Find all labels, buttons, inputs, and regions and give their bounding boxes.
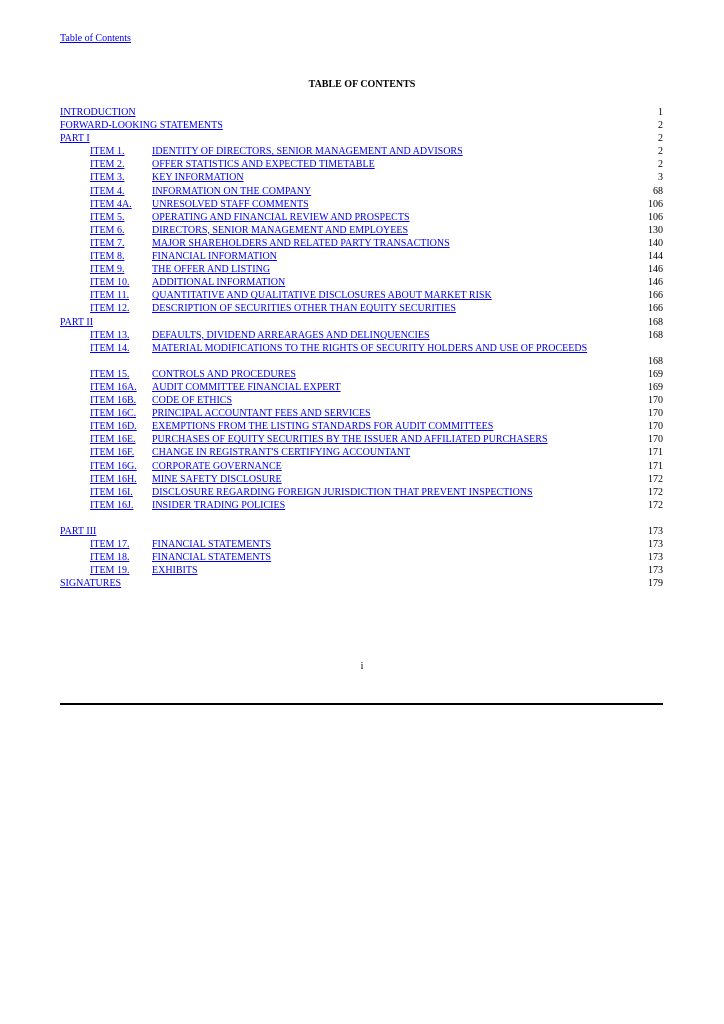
toc-page: 170	[648, 408, 663, 420]
toc-row	[60, 198, 663, 211]
toc-item-title[interactable]: QUANTITATIVE AND QUALITATIVE DISCLOSURES ABOUT MARKET RISK	[152, 290, 492, 302]
toc-item-title[interactable]: ADDITIONAL INFORMATION	[152, 277, 286, 289]
toc-page: 2	[658, 159, 663, 171]
toc-page: 168	[648, 316, 663, 328]
toc-item-number[interactable]: ITEM 19.	[90, 565, 130, 577]
toc-link-signatures[interactable]: SIGNATURES	[60, 578, 122, 590]
toc-row	[60, 499, 663, 512]
toc-row	[60, 289, 663, 302]
toc-list	[60, 106, 663, 590]
toc-row	[60, 368, 663, 381]
toc-item-number[interactable]: ITEM 16F.	[90, 447, 135, 459]
toc-item-title[interactable]: PURCHASES OF EQUITY SECURITIES BY THE ISSUER AND AFFILIATED PURCHASERS	[152, 434, 548, 446]
toc-row	[60, 145, 663, 158]
toc-item-number[interactable]: ITEM 18.	[90, 552, 130, 564]
toc-item-number[interactable]: ITEM 4A.	[90, 198, 132, 210]
toc-row	[60, 119, 663, 132]
toc-item-title[interactable]: DEFAULTS, DIVIDEND ARREARAGES AND DELINQUENCIES	[152, 329, 430, 341]
toc-item-title[interactable]: THE OFFER AND LISTING	[152, 264, 271, 276]
toc-item-number[interactable]: ITEM 14.	[90, 342, 130, 354]
toc-page: 171	[648, 460, 663, 472]
toc-row	[60, 237, 663, 250]
toc-page: 172	[648, 473, 663, 485]
toc-row	[60, 446, 663, 459]
toc-page: 166	[648, 290, 663, 302]
toc-item-title[interactable]: FINANCIAL INFORMATION	[152, 251, 277, 263]
toc-row	[60, 342, 663, 368]
toc-page: 169	[648, 368, 663, 380]
toc-row	[60, 132, 663, 145]
toc-item-number[interactable]: ITEM 9.	[90, 264, 125, 276]
toc-link-part-2[interactable]: PART II	[60, 316, 94, 328]
toc-item-title[interactable]: MATERIAL MODIFICATIONS TO THE RIGHTS OF SECURITY HOLDERS AND USE OF PROCEEDS	[152, 342, 588, 354]
toc-page: 146	[648, 277, 663, 289]
toc-item-title[interactable]: CONTROLS AND PROCEDURES	[152, 368, 296, 380]
toc-item-title[interactable]: PRINCIPAL ACCOUNTANT FEES AND SERVICES	[152, 408, 371, 420]
toc-item-title[interactable]: EXHIBITS	[152, 565, 198, 577]
toc-page: 170	[648, 395, 663, 407]
toc-row	[60, 551, 663, 564]
toc-item-number[interactable]: ITEM 10.	[90, 277, 130, 289]
toc-link-part-1[interactable]: PART I	[60, 133, 90, 145]
toc-item-number[interactable]: ITEM 17.	[90, 539, 130, 550]
toc-item-number[interactable]: ITEM 16H.	[90, 473, 137, 485]
toc-page: 1	[658, 107, 663, 118]
toc-item-title[interactable]: OFFER STATISTICS AND EXPECTED TIMETABLE	[152, 159, 375, 171]
toc-item-number[interactable]: ITEM 7.	[90, 237, 125, 249]
toc-page: 146	[648, 264, 663, 276]
toc-item-number[interactable]: ITEM 2.	[90, 159, 125, 171]
toc-item-title[interactable]: DIRECTORS, SENIOR MANAGEMENT AND EMPLOYEES	[152, 224, 409, 236]
toc-link-introduction[interactable]: INTRODUCTION	[60, 107, 136, 118]
toc-item-number[interactable]: ITEM 16B.	[90, 395, 137, 407]
toc-row	[60, 564, 663, 577]
toc-page: 140	[648, 237, 663, 249]
toc-link-part-3[interactable]: PART III	[60, 525, 97, 537]
toc-row	[60, 381, 663, 394]
toc-item-number[interactable]: ITEM 16D.	[90, 421, 137, 433]
toc-page: 170	[648, 434, 663, 446]
toc-row	[60, 473, 663, 486]
toc-row	[60, 316, 663, 329]
toc-page: 168	[648, 329, 663, 341]
toc-page: 106	[648, 198, 663, 210]
toc-row	[60, 525, 663, 538]
toc-row	[60, 329, 663, 342]
toc-item-title[interactable]: EXEMPTIONS FROM THE LISTING STANDARDS FOR AUDIT COMMITTEES	[152, 421, 494, 433]
toc-page: 166	[648, 303, 663, 315]
toc-item-number[interactable]: ITEM 5.	[90, 211, 125, 223]
toc-item-number[interactable]: ITEM 4.	[90, 185, 125, 197]
toc-item-title[interactable]: CODE OF ETHICS	[152, 395, 233, 407]
toc-row	[60, 407, 663, 420]
toc-row	[60, 250, 663, 263]
toc-item-number[interactable]: ITEM 16A.	[90, 381, 137, 393]
toc-item-title[interactable]: FINANCIAL STATEMENTS	[152, 552, 272, 564]
toc-row	[60, 486, 663, 499]
toc-item-title[interactable]: FINANCIAL STATEMENTS	[152, 539, 272, 550]
toc-item-number[interactable]: ITEM 13.	[90, 329, 130, 341]
toc-item-number[interactable]: ITEM 12.	[90, 303, 130, 315]
toc-item-title[interactable]: MINE SAFETY DISCLOSURE	[152, 473, 282, 485]
page-title: TABLE OF CONTENTS	[308, 79, 416, 90]
toc-page: 68	[653, 185, 663, 197]
toc-row	[60, 420, 663, 433]
toc-row	[60, 276, 663, 289]
page-number: i	[360, 661, 364, 672]
toc-item-number[interactable]: ITEM 16J.	[90, 499, 134, 511]
toc-item-title[interactable]: IDENTITY OF DIRECTORS, SENIOR MANAGEMENT AND ADVISORS	[152, 146, 463, 158]
toc-item-title[interactable]: INFORMATION ON THE COMPANY	[152, 185, 312, 197]
toc-item-title[interactable]: MAJOR SHAREHOLDERS AND RELATED PARTY TRANSACTIONS	[152, 237, 450, 249]
toc-item-number[interactable]: ITEM 1.	[90, 146, 125, 158]
toc-item-number[interactable]: ITEM 15.	[90, 368, 130, 380]
toc-page: 3	[658, 172, 663, 184]
toc-page: 170	[648, 421, 663, 433]
toc-page: 169	[648, 381, 663, 393]
toc-item-number[interactable]: ITEM 3.	[90, 172, 125, 184]
toc-item-number[interactable]: ITEM 6.	[90, 224, 125, 236]
toc-item-title[interactable]: OPERATING AND FINANCIAL REVIEW AND PROSPECTS	[152, 211, 410, 223]
toc-page: 173	[648, 552, 663, 564]
toc-row	[60, 158, 663, 171]
toc-page: 106	[648, 211, 663, 223]
toc-row	[60, 211, 663, 224]
toc-item-number[interactable]: ITEM 16E.	[90, 434, 136, 446]
toc-item-number[interactable]: ITEM 16G.	[90, 460, 137, 472]
toc-item-number[interactable]: ITEM 16I.	[90, 486, 133, 498]
toc-row	[60, 577, 663, 590]
toc-page: 2	[658, 146, 663, 158]
toc-item-title[interactable]: CHANGE IN REGISTRANT'S CERTIFYING ACCOUNTANT	[152, 447, 411, 459]
toc-item-title[interactable]: UNRESOLVED STAFF COMMENTS	[152, 198, 309, 210]
toc-page: 130	[648, 224, 663, 236]
toc-page: 144	[648, 251, 663, 263]
toc-item-number[interactable]: ITEM 16C.	[90, 408, 137, 420]
toc-row	[60, 263, 663, 276]
toc-item-title[interactable]: CORPORATE GOVERNANCE	[152, 460, 282, 472]
toc-row	[60, 106, 663, 119]
toc-row	[60, 171, 663, 184]
toc-page: 2	[658, 133, 663, 145]
toc-page: 173	[648, 525, 663, 537]
toc-page: 2	[658, 120, 663, 132]
toc-item-title[interactable]: KEY INFORMATION	[152, 172, 244, 184]
toc-row	[60, 185, 663, 198]
toc-page: 172	[648, 486, 663, 498]
toc-row	[60, 538, 663, 551]
toc-item-title[interactable]: AUDIT COMMITTEE FINANCIAL EXPERT	[152, 381, 341, 393]
toc-link-forward-looking[interactable]: FORWARD-LOOKING STATEMENTS	[60, 120, 223, 132]
toc-page: 172	[648, 499, 663, 511]
toc-page: 173	[648, 539, 663, 550]
toc-item-title[interactable]: INSIDER TRADING POLICIES	[152, 499, 286, 511]
toc-item-title[interactable]: DESCRIPTION OF SECURITIES OTHER THAN EQUITY SECURITIES	[152, 303, 456, 315]
toc-item-number[interactable]: ITEM 11.	[90, 290, 130, 302]
toc-row	[60, 302, 663, 315]
toc-page: 171	[648, 447, 663, 459]
toc-item-title[interactable]: DISCLOSURE REGARDING FOREIGN JURISDICTION THAT PREVENT INSPECTIONS	[152, 486, 533, 498]
toc-row	[60, 460, 663, 473]
toc-page: 168	[648, 355, 663, 367]
page-divider	[60, 703, 663, 705]
toc-row	[60, 394, 663, 407]
toc-item-number[interactable]: ITEM 8.	[90, 251, 125, 263]
toc-page: 179	[648, 578, 663, 590]
toc-row	[60, 224, 663, 237]
toc-page: 173	[648, 565, 663, 577]
toc-row	[60, 433, 663, 446]
table-of-contents-link[interactable]: Table of Contents	[60, 33, 131, 44]
